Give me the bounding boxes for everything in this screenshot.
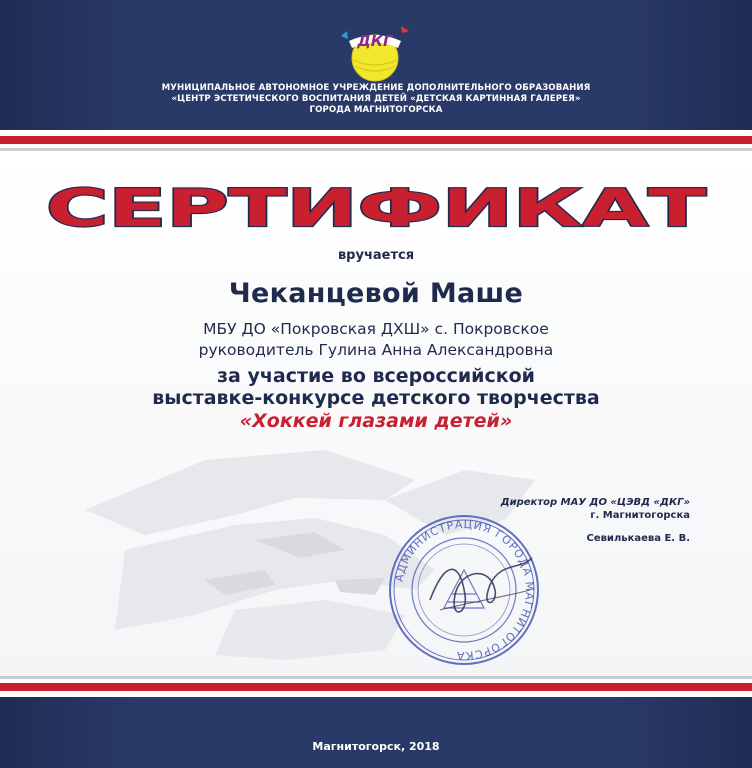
footer-stripe-red xyxy=(0,683,752,691)
org-line-1: МУНИЦИПАЛЬНОЕ АВТОНОМНОЕ УЧРЕЖДЕНИЕ ДОПОЛНИТЕЛЬНОГО ОБРАЗОВАНИЯ xyxy=(161,83,591,93)
organization-name xyxy=(0,83,752,116)
certificate-title xyxy=(0,180,752,236)
school-name: МБУ ДО «Покровская ДХШ» с. Покровское xyxy=(203,320,549,338)
teacher-name: руководитель Гулина Анна Александровна xyxy=(198,341,554,359)
recipient-name: Чеканцевой Маше xyxy=(228,278,524,309)
stamp-ring-text: АДМИНИСТРАЦИЯ ГОРОДА МАГНИТОГОРСКА xyxy=(392,517,537,663)
handed-label: вручается xyxy=(337,248,415,263)
footer-shade-left xyxy=(0,697,140,768)
signatory-city: г. Магнитогорска xyxy=(590,510,690,521)
footer-band xyxy=(0,697,752,768)
dkg-logo xyxy=(335,18,415,82)
signatory-name: Севилькаева Е. В. xyxy=(586,533,690,544)
city-and-year: Магнитогорск, 2018 xyxy=(312,740,440,753)
certificate-title-text: СЕРТИФИКАТ xyxy=(46,180,707,236)
handwritten-signature xyxy=(420,540,540,630)
event-name: «Хоккей глазами детей» xyxy=(239,410,513,432)
reason-line-1: за участие во всероссийской xyxy=(216,365,535,387)
footer-shade-right xyxy=(612,697,752,768)
signatory-position: Директор МАУ ДО «ЦЭВД «ДКГ» xyxy=(500,497,690,508)
org-line-2: «ЦЕНТР ЭСТЕТИЧЕСКОГО ВОСПИТАНИЯ ДЕТЕЙ «ДЕТСКАЯ КАРТИННАЯ ГАЛЕРЕЯ» xyxy=(171,94,581,104)
logo-text: ДКГ xyxy=(357,32,393,50)
org-line-3: ГОРОДА МАГНИТОГОРСКА xyxy=(309,105,443,115)
reason-line-2: выставке-конкурсе детского творчества xyxy=(152,387,600,409)
header-stripe-red xyxy=(0,136,752,144)
